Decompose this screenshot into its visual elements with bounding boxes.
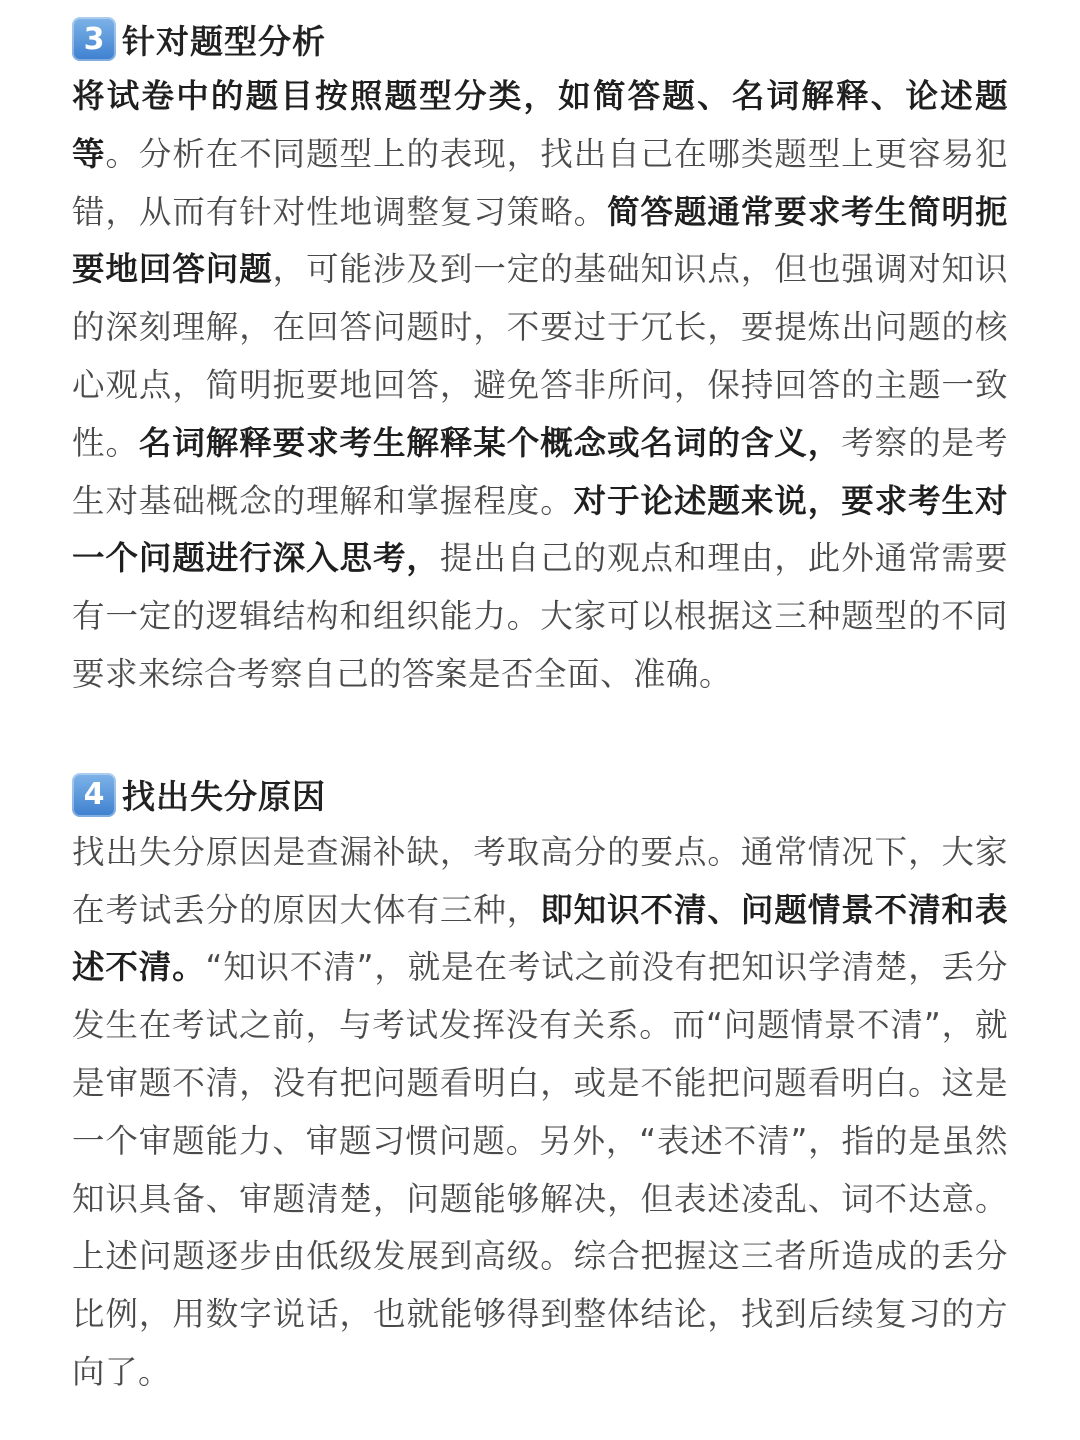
text-run: 考察的是考生对基础概念的理解和掌握程度。 [72, 423, 1008, 520]
section-title: 找出失分原因 [122, 777, 326, 817]
text-run: 。分析在不同题型上的表现，找出自己在哪类题型上更容易犯错，从而有针对性地调整复习策略。 [72, 134, 1008, 231]
text-run: 找出失分原因是查漏补缺，考取高分的要点。通常情况下，大家在考试丢分的原因大体有三种， [72, 832, 1008, 929]
section-paragraph [72, 824, 1008, 1402]
text-run: 提出自己的观点和理由，此外通常需要有一定的逻辑结构和组织能力。大家可以根据这三种题型的不同要求来综合考察自己的答案是否全面、准确。 [72, 539, 1008, 693]
section-heading [72, 10, 1008, 68]
number-4-badge-icon: 4 [72, 773, 116, 817]
section-paragraph [72, 68, 1008, 704]
text-run: “知识不清”，就是在考试之前没有把知识学清楚，丢分发生在考试之前，与考试发挥没有关系。而“问题情景不清”，就是审题不清，没有把问题看明白，或是不能把问题看明白。这是一个审题能力、审题习惯问题。另外，“表述不清”，指的是虽然知识具备、审题清楚，问题能够解决，但表述凌乱、词不达意。上述问题逐步由低级发展到高级。综合把握这三者所造成的丢分比例，用数字说话，也就能够得到整体结论，找到后续复习的方向了。 [72, 948, 1008, 1391]
number-3-badge-icon: 3 [72, 17, 116, 61]
section-question-type-analysis [72, 10, 1008, 704]
text-run: ，可能涉及到一定的基础知识点，但也强调对知识的深刻理解，在回答问题时，不要过于冗长，要提炼出问题的核心观点，简明扼要地回答，避免答非所问，保持回答的主题一致性。 [72, 250, 1008, 462]
section-find-lost-points [72, 766, 1008, 1402]
bold-run: 对于论述题来说，要求考生对一个问题进行深入思考， [72, 481, 1008, 578]
bold-run: 即知识不清、问题情景不清和表述不清。 [72, 890, 1008, 987]
bold-run: 名词解释要求考生解释某个概念或名词的含义， [138, 423, 842, 462]
bold-run: 将试卷中的题目按照题型分类，如简答题、名词解释、论述题等 [72, 77, 1008, 173]
section-heading [72, 766, 1008, 824]
bold-run: 简答题通常要求考生简明扼要地回答问题 [72, 192, 1008, 289]
section-title: 针对题型分析 [122, 21, 326, 61]
